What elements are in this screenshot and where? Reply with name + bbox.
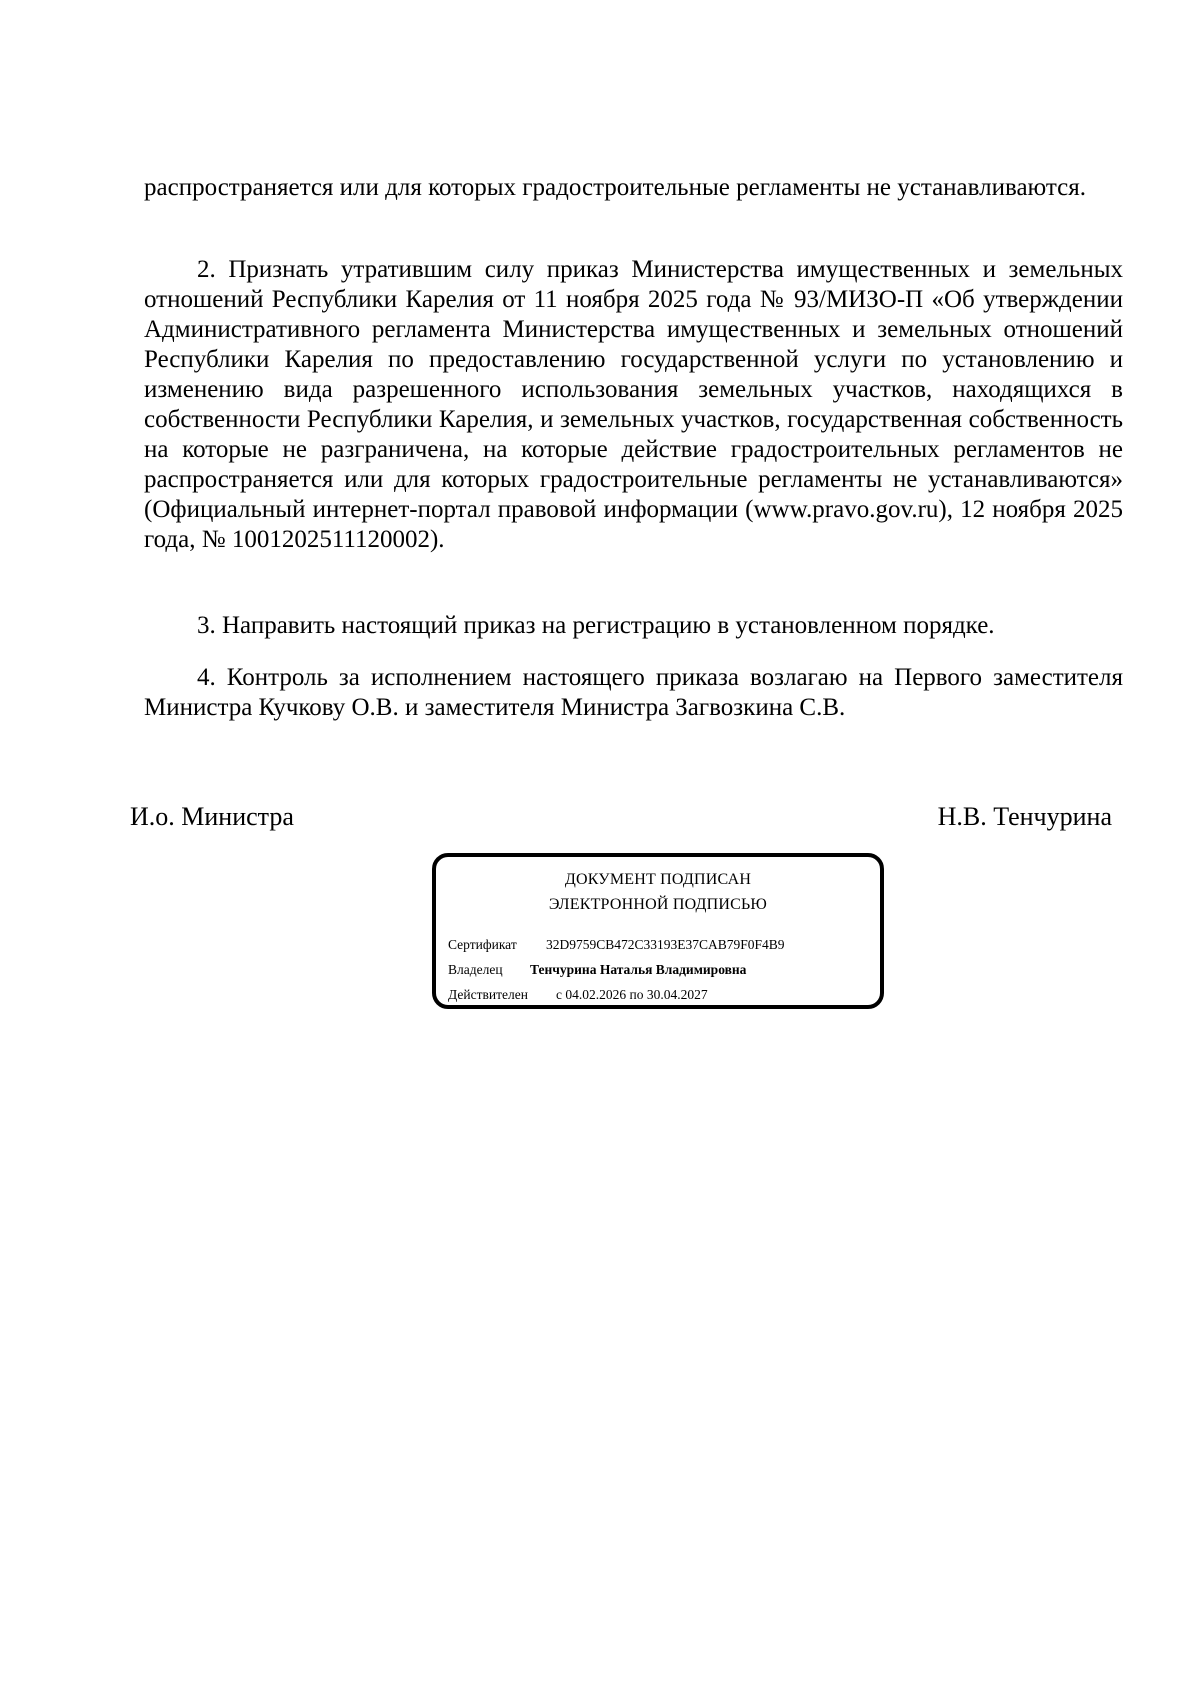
- valid-label: Действителен: [448, 987, 528, 1002]
- owner-label: Владелец: [448, 962, 503, 977]
- stamp-title-line-2: ЭЛЕКТРОННОЙ ПОДПИСЬЮ: [548, 896, 768, 913]
- electronic-signature-stamp: [432, 853, 884, 1009]
- signatory-position: И.о. Министра: [130, 802, 294, 831]
- valid-value: с 04.02.2026 по 30.04.2027: [556, 987, 708, 1002]
- stamp-owner-row: [448, 961, 746, 979]
- stamp-title-line-1: ДОКУМЕНТ ПОДПИСАН: [564, 871, 752, 888]
- owner-value: Тенчурина Наталья Владимировна: [530, 962, 747, 977]
- paragraph-item-4: 4. Контроль за исполнением настоящего приказа возлагаю на Первого заместителя Министра Кучкову О.В. и заместителя Министра Загвозкина С.В.: [144, 664, 1123, 721]
- stamp-validity-row: [448, 986, 708, 1004]
- paragraph-item-2: 2. Признать утратившим силу приказ Министерства имущественных и земельных отношений Республики Карелия от 11 ноября 2025 года № 93/МИЗО-П «Об утверждении Административного регламента Министерства имущественных и земельных отношений Республики Карелия по предоставлению государственной услуги по установлению и изменению вида разрешенного использования земельных участков, находящихся в собственности Республики Карелия, и земельных участков, государственная собственность на которые не разграничена, на которые действие градостроительных регламентов не распространяется или для которых градостроительные регламенты не устанавливаются» (Официальный интернет-портал правовой информации (www.pravo.gov.ru), 12 ноября 2025 года, № 1001202511120002).: [144, 256, 1123, 553]
- certificate-value: 32D9759CB472C33193E37CAB79F0F4B9: [546, 937, 785, 952]
- signatory-name: Н.В. Тенчурина: [937, 802, 1112, 831]
- paragraph-continuation: распространяется или для которых градостроительные регламенты не устанавливаются.: [144, 174, 1086, 201]
- paragraph-item-3: 3. Направить настоящий приказ на регистрацию в установленном порядке.: [197, 612, 995, 639]
- stamp-certificate-row: [448, 936, 785, 954]
- certificate-label: Сертификат: [448, 937, 517, 952]
